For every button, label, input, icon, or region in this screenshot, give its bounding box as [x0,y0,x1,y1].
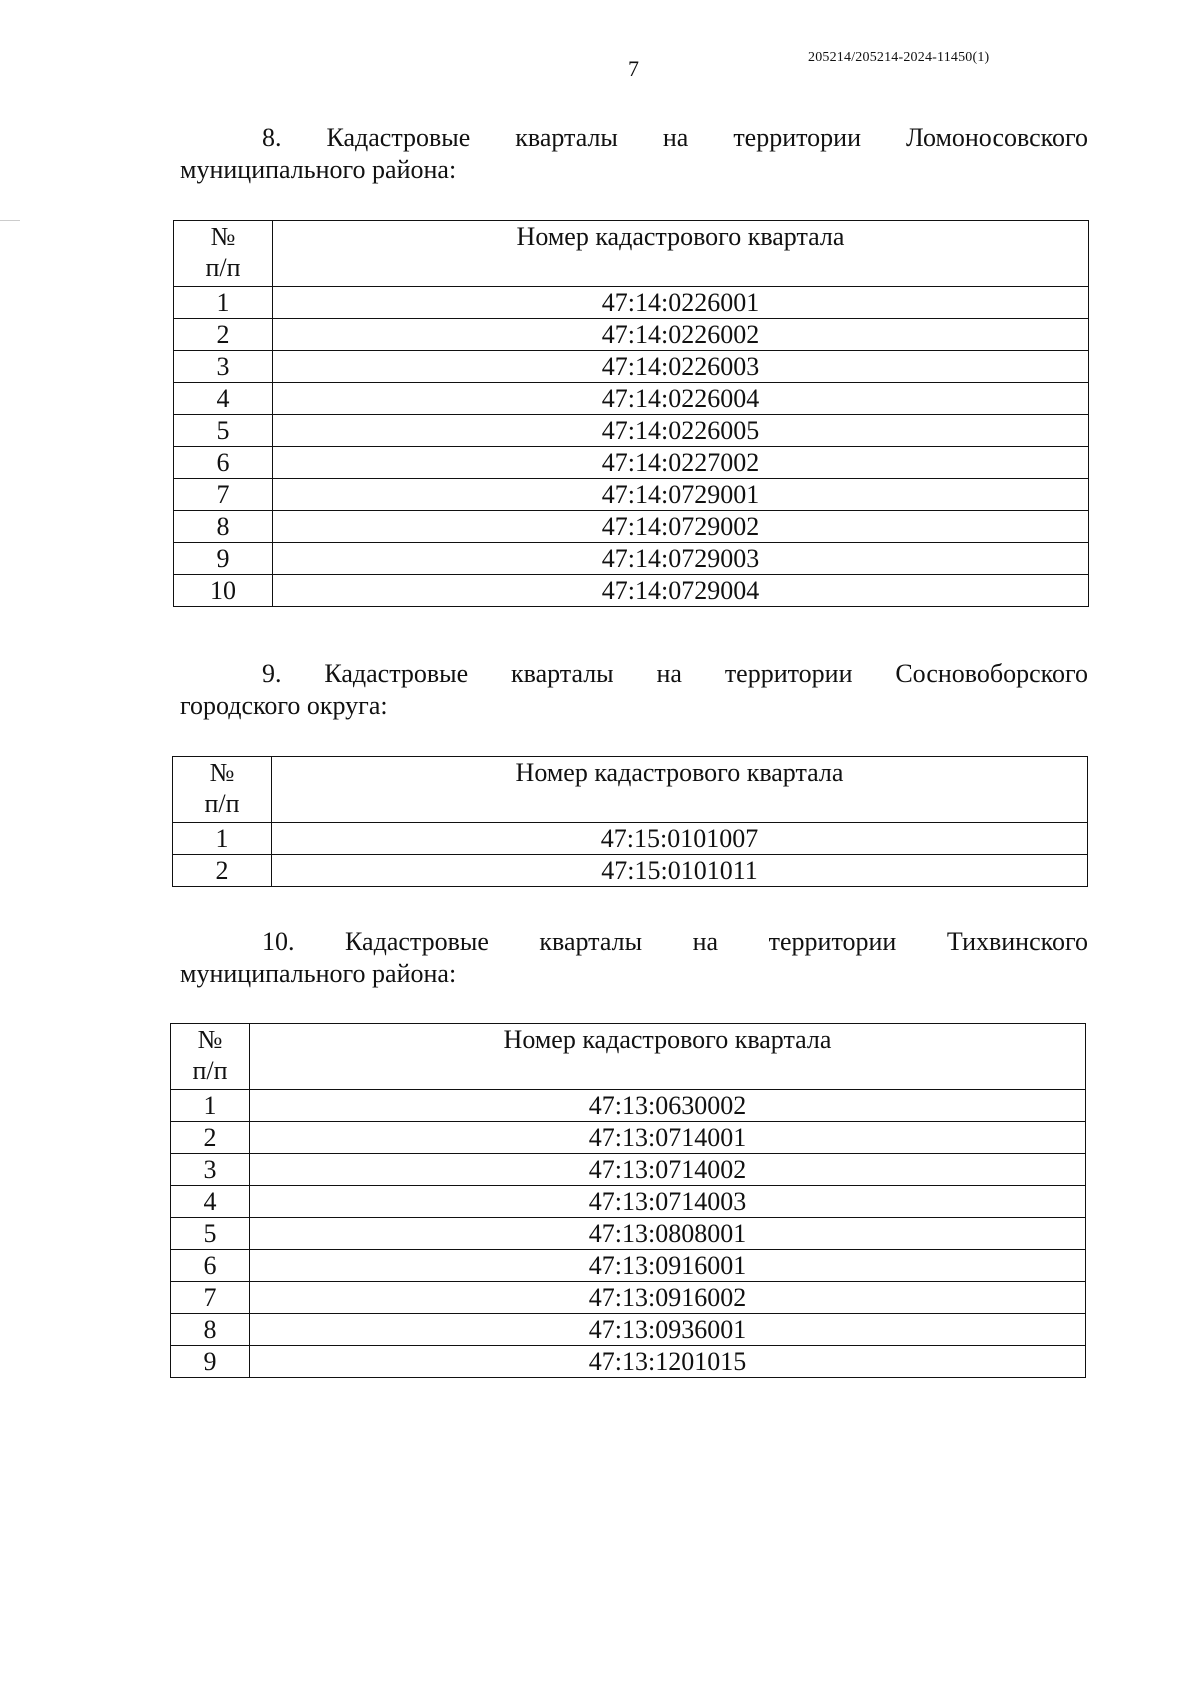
row-num: 4 [171,1186,250,1218]
row-num: 7 [174,479,273,511]
heading-word: на [662,123,689,152]
heading-word: кварталы [539,927,643,956]
table-row [174,415,1089,447]
row-num: 8 [174,511,273,543]
heading-word: Сосновоборского [895,659,1088,688]
row-num: 4 [174,383,273,415]
row-num: 2 [174,319,273,351]
heading-word: Кадастровые [345,927,489,956]
num-symbol: № [197,1025,223,1054]
row-value: 47:13:0916002 [250,1282,1086,1314]
section-heading-line2: муниципального района: [180,959,457,988]
column-header-num [174,221,273,287]
row-value: 47:14:0227002 [273,447,1089,479]
heading-word: на [692,927,719,956]
column-header-value: Номер кадастрового квартала [273,221,1089,287]
section-heading-line2: муниципального района: [180,155,457,184]
row-value: 47:14:0226003 [273,351,1089,383]
num-abbrev: п/п [205,253,241,282]
heading-word: 9. [262,659,282,688]
heading-word: 8. [262,123,282,152]
table-row [171,1314,1086,1346]
table-row [174,383,1089,415]
cadastral-table-9 [172,756,1088,887]
row-num: 2 [171,1122,250,1154]
table-row [174,319,1089,351]
table-row [171,1186,1086,1218]
row-num: 1 [173,823,272,855]
num-abbrev: п/п [192,1056,228,1085]
row-value: 47:13:0714002 [250,1154,1086,1186]
heading-word: территории [768,927,897,956]
row-num: 6 [171,1250,250,1282]
row-num: 3 [171,1154,250,1186]
row-value: 47:13:0714003 [250,1186,1086,1218]
cadastral-table-8 [173,220,1089,607]
row-value: 47:14:0729003 [273,543,1089,575]
row-value: 47:13:0936001 [250,1314,1086,1346]
heading-word: Кадастровые [324,659,469,688]
heading-word: территории [733,123,861,152]
row-num: 7 [171,1282,250,1314]
section-heading-line2: городского округа: [180,691,388,720]
row-value: 47:15:0101011 [272,855,1088,887]
row-value: 47:15:0101007 [272,823,1088,855]
heading-word: кварталы [511,659,614,688]
heading-word: кварталы [515,123,618,152]
section-heading-line1 [180,926,1088,958]
table-row [174,447,1089,479]
row-value: 47:13:1201015 [250,1346,1086,1378]
row-num: 9 [171,1346,250,1378]
num-symbol: № [210,222,236,251]
row-value: 47:14:0729001 [273,479,1089,511]
row-num: 8 [171,1314,250,1346]
table-row [174,511,1089,543]
column-header-value: Номер кадастрового квартала [272,757,1088,823]
row-num: 5 [171,1218,250,1250]
scan-artifact-line [0,220,20,221]
row-num: 5 [174,415,273,447]
row-value: 47:13:0714001 [250,1122,1086,1154]
table-header-row [174,221,1089,287]
section-8-heading [180,122,1088,186]
row-value: 47:14:0226004 [273,383,1089,415]
table-header-row [171,1024,1086,1090]
table-row [173,855,1088,887]
heading-word: 10. [262,927,295,956]
table-row [171,1090,1086,1122]
table-row [174,543,1089,575]
heading-word: на [656,659,682,688]
table-row [171,1346,1086,1378]
table-row [174,575,1089,607]
row-value: 47:13:0916001 [250,1250,1086,1282]
section-9-heading [180,658,1088,722]
heading-word: Кадастровые [326,123,471,152]
row-num: 1 [171,1090,250,1122]
table-row [174,287,1089,319]
section-heading-line1 [180,122,1088,154]
table-row [174,351,1089,383]
row-value: 47:13:0808001 [250,1218,1086,1250]
row-value: 47:14:0226005 [273,415,1089,447]
row-num: 1 [174,287,273,319]
table-row [171,1218,1086,1250]
section-10-heading [180,926,1088,990]
row-value: 47:14:0226002 [273,319,1089,351]
page-number: 7 [628,56,639,81]
table-row [171,1154,1086,1186]
row-num: 9 [174,543,273,575]
row-num: 2 [173,855,272,887]
row-num: 3 [174,351,273,383]
cadastral-table-10 [170,1023,1086,1378]
document-id: 205214/205214-2024-11450(1) [808,50,990,65]
heading-word: территории [724,659,853,688]
column-header-num [171,1024,250,1090]
heading-word: Тихвинского [946,927,1088,956]
num-abbrev: п/п [204,789,240,818]
row-value: 47:13:0630002 [250,1090,1086,1122]
table-header-row [173,757,1088,823]
column-header-value: Номер кадастрового квартала [250,1024,1086,1090]
section-heading-line1 [180,658,1088,690]
table-row [171,1250,1086,1282]
row-num: 6 [174,447,273,479]
row-value: 47:14:0729004 [273,575,1089,607]
table-row [171,1122,1086,1154]
row-value: 47:14:0729002 [273,511,1089,543]
num-symbol: № [209,758,235,787]
row-num: 10 [174,575,273,607]
row-value: 47:14:0226001 [273,287,1089,319]
heading-word: Ломоносовского [905,123,1088,152]
column-header-num [173,757,272,823]
table-row [173,823,1088,855]
table-row [171,1282,1086,1314]
table-row [174,479,1089,511]
